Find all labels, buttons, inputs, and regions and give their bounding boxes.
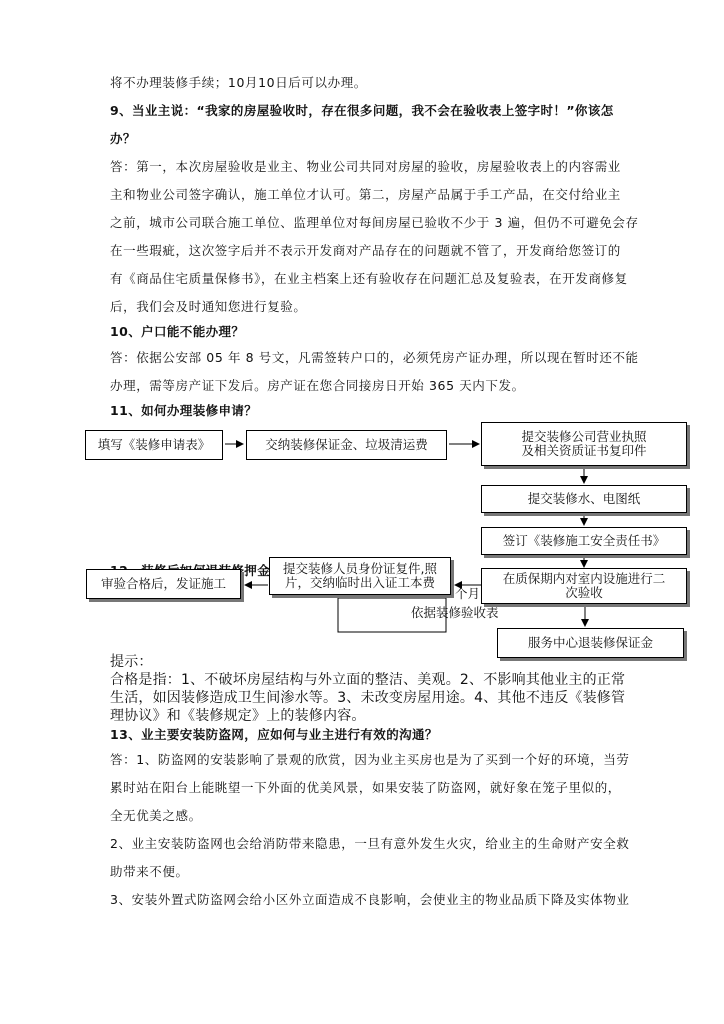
flow-step-label: 片，交纳临时出入证工本费 bbox=[284, 575, 435, 590]
flow-step-submit-worker-ids bbox=[269, 557, 451, 595]
flow-step-issue-permit bbox=[86, 569, 241, 599]
question-11-heading: 11、如何办理装修申请？ bbox=[110, 403, 258, 418]
flow-step-submit-drawings bbox=[481, 485, 687, 513]
answer-13-line: 累时站在阳台上能眺望一下外面的优美风景，如果安装了防盗网，就好象在笼子里似的， bbox=[110, 780, 621, 795]
answer-9-line: 后，我们会及时通知您进行复验。 bbox=[110, 299, 307, 314]
flow-step-label: 审验合格后，发证施工 bbox=[100, 576, 226, 591]
answer-9-line: 之前，城市公司联合施工单位、监理单位对每间房屋已验收不少于 3 遍，但仍不可避免会存 bbox=[110, 215, 639, 230]
flow-step-submit-license bbox=[481, 422, 687, 466]
flow-step-label: 提交装修水、电图纸 bbox=[527, 491, 641, 506]
flow-step-label: 在质保期内对室内设施进行二 bbox=[502, 571, 666, 586]
flow-step-sign-safety bbox=[481, 527, 687, 555]
flow-step-label: 提交装修人员身份证复件,照 bbox=[283, 561, 437, 576]
answer-13-line: 全无优美之感。 bbox=[110, 808, 202, 823]
flow-step-label: 提交装修公司营业执照 bbox=[521, 429, 647, 444]
overlap-text: 依据装修验收表 bbox=[411, 605, 499, 620]
question-13-heading: 13、业主要安装防盗网，应如何与业主进行有效的沟通？ bbox=[110, 727, 438, 742]
answer-10-line: 答：依据公安部 05 年 8 号文，凡需签转户口的，必须凭房产证办理，所以现在暂时还不能 bbox=[110, 350, 639, 365]
flow-step-label: 及相关资质证书复印件 bbox=[521, 443, 647, 458]
hint-title: 提示： bbox=[110, 654, 153, 670]
question-9-heading: 9、当业主说：“我家的房屋验收时，存在很多问题，我不会在验收表上签字时！”你该怎 bbox=[110, 103, 614, 118]
hint-line: 合格是指：1、不破坏房屋结构与外立面的整洁、美观。2、不影响其他业主的正常 bbox=[110, 672, 626, 688]
flow-step-refund-deposit bbox=[497, 628, 684, 658]
flow-step-label: 次验收 bbox=[565, 585, 603, 600]
answer-9-line: 主和物业公司签字确认，施工单位才认可。第二，房屋产品属于手工产品，在交付给业主 bbox=[110, 187, 621, 202]
answer-9-line: 在一些瑕疵，这次签字后并不表示开发商对产品存在的问题就不管了，开发商给您签订的 bbox=[110, 243, 621, 258]
hint-line: 理协议》和《装修规定》上的装修内容。 bbox=[110, 708, 366, 724]
flow-step-fill-application bbox=[85, 430, 223, 460]
flow-step-label: 交纳装修保证金、垃圾清运费 bbox=[265, 437, 428, 452]
answer-9-line: 答：第一，本次房屋验收是业主、物业公司共同对房屋的验收，房屋验收表上的内容需业 bbox=[110, 159, 621, 174]
question-10-heading: 10、户口能不能办理？ bbox=[110, 324, 245, 339]
paragraph-line: 将不办理装修手续；10月10日后可以办理。 bbox=[110, 75, 367, 90]
answer-13-line: 助带来不便。 bbox=[110, 864, 189, 879]
overlap-text: 个月 bbox=[455, 586, 481, 601]
flow-step-label: 服务中心退装修保证金 bbox=[527, 635, 653, 650]
flow-step-label: 签订《装修施工安全责任书》 bbox=[502, 533, 666, 548]
flow-step-label: 填写《装修申请表》 bbox=[97, 437, 211, 452]
answer-10-line: 办理，需等房产证下发后。房产证在您合同接房日开始 365 天内下发。 bbox=[110, 378, 525, 393]
question-9-heading-cont: 办？ bbox=[110, 131, 136, 146]
answer-13-line: 2、业主安装防盗网也会给消防带来隐患，一旦有意外发生火灾，给业主的生命财产安全救 bbox=[110, 836, 630, 851]
answer-9-line: 有《商品住宅质量保修书》，在业主档案上还有验收存在问题汇总及复验表，在开发商修复 bbox=[110, 271, 628, 286]
flow-step-pay-deposit bbox=[246, 430, 447, 460]
answer-13-line: 答：1、防盗网的安装影响了景观的欣赏，因为业主买房也是为了买到一个好的环境，当劳 bbox=[110, 752, 630, 767]
flow-step-second-inspection bbox=[481, 568, 687, 604]
hint-line: 生活，如因装修造成卫生间渗水等。3、未改变房屋用途。4、其他不违反《装修管 bbox=[110, 690, 626, 706]
answer-13-line: 3、安装外置式防盗网会给小区外立面造成不良影响，会使业主的物业品质下降及实体物业 bbox=[110, 892, 630, 907]
